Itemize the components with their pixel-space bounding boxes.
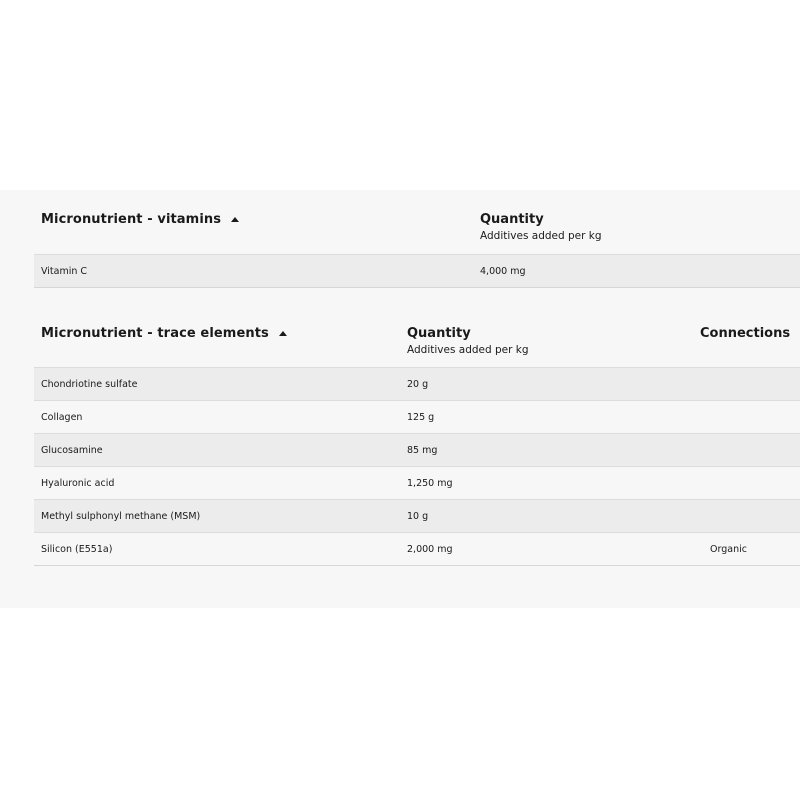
nutrient-quantity: 10 g [407,511,429,522]
nutrient-panel [0,190,800,608]
quantity-sublabel: Additives added per kg [407,344,529,356]
trace-elements-table [34,326,800,566]
table-row [34,367,800,400]
quantity-sublabel: Additives added per kg [480,230,602,242]
table-row [34,254,800,287]
table-row [34,532,800,565]
nutrient-name: Chondriotine sulfate [41,379,138,390]
trace-table-header [34,326,800,367]
nutrient-quantity: 1,250 mg [407,478,453,489]
table-divider [34,287,800,288]
vitamins-sort-header[interactable] [41,212,239,227]
vitamins-quantity-header [480,212,602,242]
nutrient-quantity: 4,000 mg [480,266,526,277]
nutrient-name: Collagen [41,412,83,423]
vitamins-table-header [34,212,800,254]
vitamins-title: Micronutrient - vitamins [41,212,222,227]
nutrient-quantity: 85 mg [407,445,438,456]
table-row [34,400,800,433]
nutrient-name: Silicon (E551a) [41,544,113,555]
vitamins-table [34,212,800,288]
trace-title: Micronutrient - trace elements [41,326,269,341]
quantity-label: Quantity [407,326,471,341]
sort-ascending-icon[interactable] [231,217,239,222]
nutrient-name: Vitamin C [41,266,88,277]
sort-ascending-icon[interactable] [279,331,287,336]
nutrient-quantity: 2,000 mg [407,544,453,555]
nutrient-name: Glucosamine [41,445,103,456]
table-divider [34,565,800,566]
nutrient-name: Methyl sulphonyl methane (MSM) [41,511,201,522]
connections-header [700,326,790,341]
connections-label: Connections [700,326,791,341]
trace-quantity-header [407,326,529,356]
table-row [34,499,800,532]
nutrient-quantity: 125 g [407,412,435,423]
nutrient-name: Hyaluronic acid [41,478,115,489]
nutrient-connection: Organic [710,544,747,555]
trace-sort-header[interactable] [41,326,287,341]
quantity-label: Quantity [480,212,544,227]
table-row [34,433,800,466]
table-row [34,466,800,499]
nutrient-quantity: 20 g [407,379,429,390]
